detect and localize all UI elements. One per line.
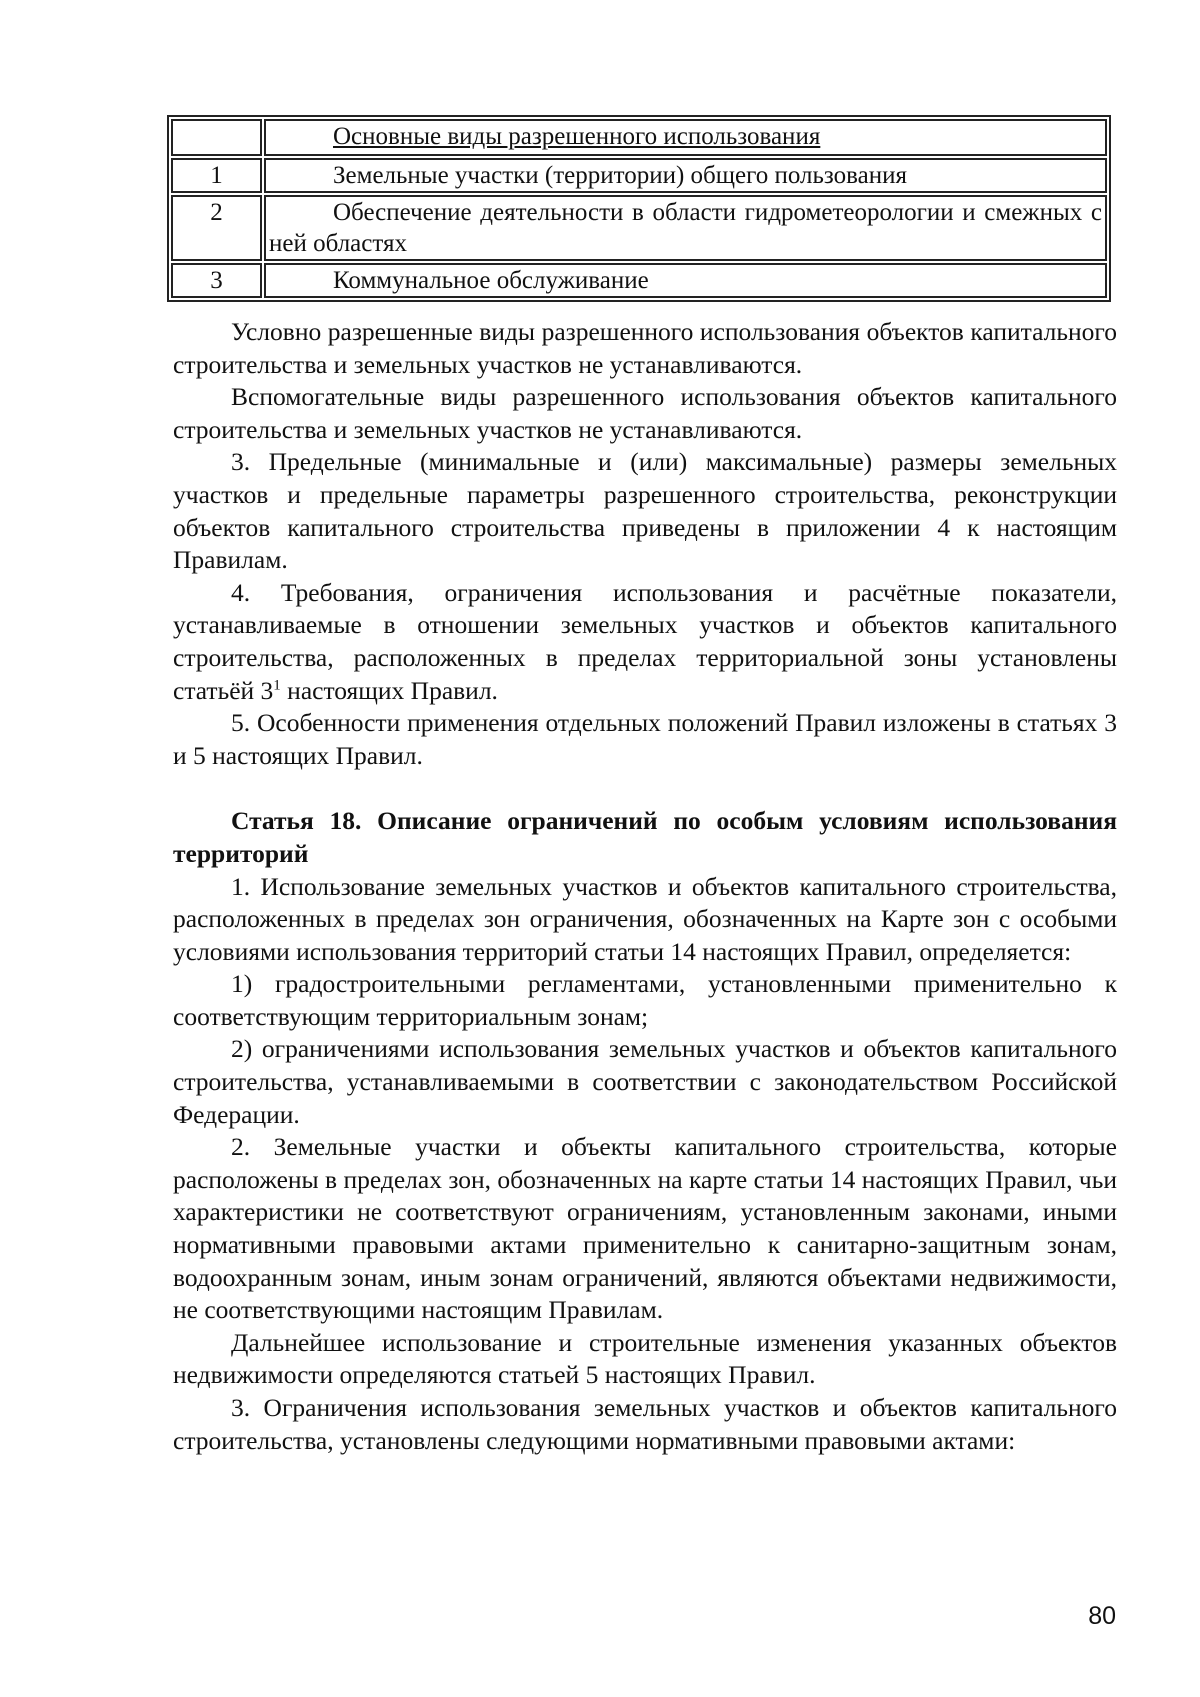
table-row-text: Обеспечение деятельности в области гидрометеорологии и смежных с ней областях (269, 199, 1102, 257)
table-header-row (171, 119, 1107, 156)
paragraph-auxiliary-uses: Вспомогательные виды разрешенного использования объектов капитального строительства и земельных участков не устанавливаются. (173, 382, 1117, 444)
table-row-number: 2 (171, 195, 262, 261)
table-row-number: 3 (171, 263, 262, 298)
paragraph-further-use: Дальнейшее использование и строительные изменения указанных объектов недвижимости определяются статьей 5 настоящих Правил. (173, 1327, 1117, 1390)
paragraph-item-3-limits: 3. Предельные (минимальные и (или) максимальные) размеры земельных участков и предельные параметры разрешенного строительства, реконструкции объектов капитального строительства приведены в приложении 4 к настоящим Правилам. (173, 447, 1117, 575)
paragraph-subitem-2: 2) ограничениями использования земельных участков и объектов капитального строительства, устанавливаемыми в соответствии с законодательством Российской Федерации. (173, 1034, 1117, 1129)
table-row-text-cell (264, 195, 1107, 261)
paragraph-item-4-tail: настоящих Правил. (280, 675, 498, 705)
paragraph-item-4-requirements (173, 577, 1117, 707)
table-row-text-cell (264, 158, 1107, 193)
paragraph-article-item-2: 2. Земельные участки и объекты капитального строительства, которые расположены в пределах зон, обозначенных на карте статьи 14 настоящих Правил, чьи характеристики не соответствуют ограничениям, установленным законами, иными нормативными правовыми актами применительно к санитарно-защитным зонам, водоохранным зонам, иным зонам ограничений, являются объектами недвижимости, не соответствующими настоящим Правилам. (173, 1132, 1117, 1325)
document-body (173, 316, 1117, 1457)
table-row (171, 158, 1107, 193)
paragraph-item-4-text: 4. Требования, ограничения использования и расчётные показатели, устанавливаемые в отношении земельных участков и объектов капитального строительства, расположенных в пределах территориальной зоны установлены статьёй 3 (173, 577, 1117, 705)
table-row-text: Коммунальное обслуживание (333, 267, 649, 294)
paragraph-conditional-uses: Условно разрешенные виды разрешенного использования объектов капитального строительства и земельных участков не устанавливаются. (173, 317, 1117, 379)
land-use-table (167, 115, 1111, 302)
table-row-text-cell (264, 263, 1107, 298)
table-header-text: Основные виды разрешенного использования (333, 123, 821, 150)
table-row-number: 1 (171, 158, 262, 193)
table-row-text: Земельные участки (территории) общего пользования (333, 162, 907, 189)
paragraph-subitem-1: 1) градостроительными регламентами, установленными применительно к соответствующим территориальным зонам; (173, 969, 1117, 1031)
page-number: 80 (1088, 1602, 1116, 1630)
table-row (171, 263, 1107, 298)
paragraph-article-item-1: 1. Использование земельных участков и объектов капитального строительства, расположенных в пределах зон ограничения, обозначенных на Карте зон с особыми условиями использования территорий статьи 14 настоящих Правил, определяется: (173, 871, 1117, 966)
table-row (171, 195, 1107, 261)
paragraph-article-item-3: 3. Ограничения использования земельных участков и объектов капитального строительства, установлены следующими нормативными правовыми актами: (173, 1393, 1117, 1455)
superscript-article-number: 1 (273, 677, 281, 694)
table-header-cell (264, 119, 1107, 156)
table-cell-empty (171, 119, 262, 156)
paragraph-item-5-features: 5. Особенности применения отдельных положений Правил изложены в статьях 3 и 5 настоящих Правил. (173, 708, 1117, 770)
article-heading: Статья 18. Описание ограничений по особым условиям использования территорий (173, 806, 1117, 868)
